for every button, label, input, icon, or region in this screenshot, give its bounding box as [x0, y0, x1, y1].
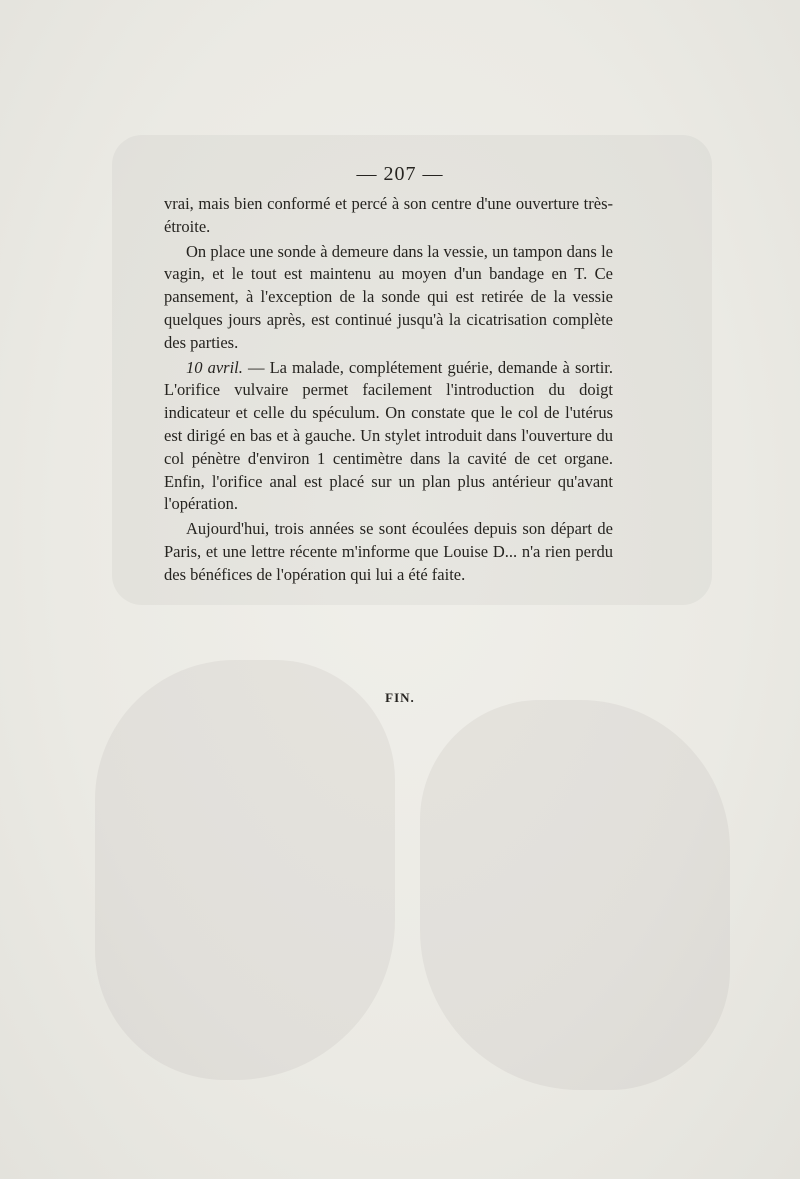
- end-mark: FIN.: [385, 690, 415, 705]
- paragraph-2: On place une sonde à demeure dans la vessie, un tampon dans le vagin, et le tout est maintenu au moyen d'un bandage en T. Ce pansement, à l'exception de la sonde qui est retirée de la vessie quelques jours après, est continué jusqu'à la cicatrisation complète des parties.: [164, 241, 613, 352]
- body-text: [164, 193, 613, 587]
- paragraph-1: vrai, mais bien conformé et percé à son centre d'une ouverture très-étroite.: [164, 194, 613, 236]
- page-number: — 207 —: [356, 163, 444, 185]
- paragraph-3-date: 10 avril.: [186, 357, 243, 377]
- bleed-through-figure-left: [95, 660, 395, 1080]
- paragraph-3-text: — La malade, complétement guérie, demande à sortir. L'orifice vulvaire permet facilement l'introduction du doigt indicateur et celle du spéculum. On constate que le col de l'utérus est dirigé en bas et à gauche. Un stylet introduit dans l'ouverture du col pénètre d'environ 1 centimètre dans la cavité de cet organe. Enfin, l'orifice anal est placé sur un plan plus antérieur qu'avant l'opération.: [164, 357, 614, 514]
- bleed-through-figure-right: [420, 700, 730, 1090]
- paragraph-4: Aujourd'hui, trois années se sont écoulées depuis son départ de Paris, et une lettre récente m'informe que Louise D... n'a rien perdu des bénéfices de l'opération qui lui a été faite.: [164, 519, 613, 584]
- paragraph-3: [164, 357, 613, 517]
